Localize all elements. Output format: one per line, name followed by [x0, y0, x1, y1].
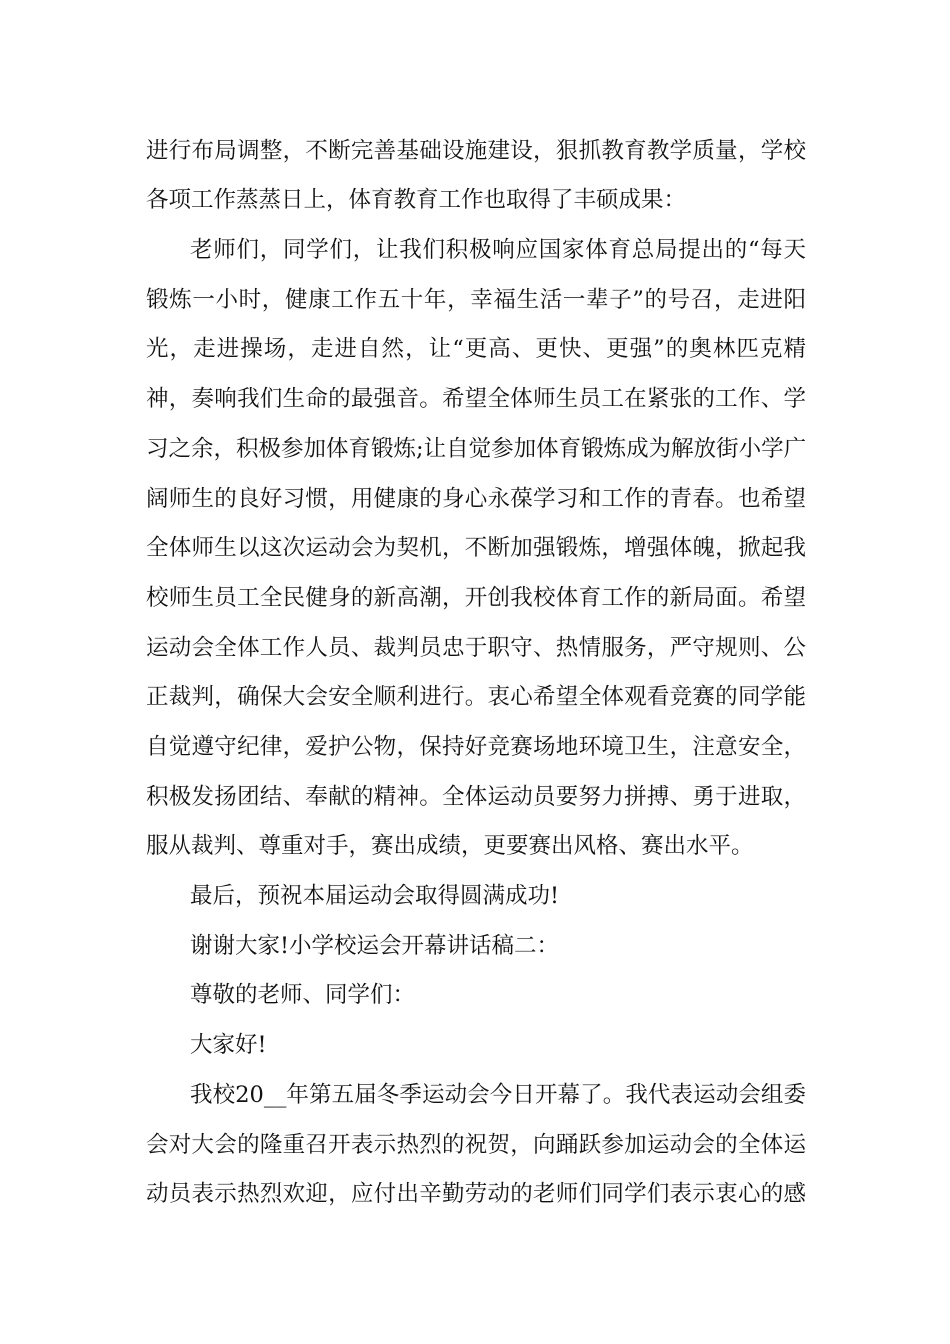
text-line: 进行布局调整，不断完善基础设施建设，狠抓教育教学质量，学校 — [146, 138, 806, 164]
text-line: 服从裁判、尊重对手，赛出成绩，更要赛出风格、赛出水平。 — [146, 833, 754, 859]
text-line: 我校20__年第五届冬季运动会今日开幕了。我代表运动会组委 — [190, 1082, 806, 1108]
text-line: 习之余，积极参加体育锻炼;让自觉参加体育锻炼成为解放街小学广 — [146, 436, 806, 462]
text-line: 运动会全体工作人员、裁判员忠于职守、热情服务，严守规则、公 — [146, 635, 806, 661]
text-line: 积极发扬团结、奉献的精神。全体运动员要努力拼搏、勇于进取， — [146, 784, 806, 810]
text-line: 神，奏响我们生命的最强音。希望全体师生员工在紧张的工作、学 — [146, 386, 806, 412]
text-line: 光，走进操场，走进自然，让“更高、更快、更强”的奥林匹克精 — [146, 336, 806, 362]
text-line: 校师生员工全民健身的新高潮，开创我校体育工作的新局面。希望 — [146, 585, 806, 611]
text-line: 阔师生的良好习惯，用健康的身心永葆学习和工作的青春。也希望 — [146, 486, 806, 512]
text-line: 锻炼一小时，健康工作五十年，幸福生活一辈子”的号召，走进阳 — [146, 287, 806, 313]
text-line: 谢谢大家!小学校运会开幕讲话稿二： — [190, 933, 560, 959]
text-line: 大家好! — [190, 1032, 267, 1058]
text-line: 尊敬的老师、同学们： — [190, 982, 416, 1008]
text-line: 最后，预祝本届运动会取得圆满成功! — [190, 883, 560, 909]
text-line: 会对大会的隆重召开表示热烈的祝贺，向踊跃参加运动会的全体运 — [146, 1132, 806, 1158]
text-line: 自觉遵守纪律，爱护公物，保持好竞赛场地环境卫生，注意安全， — [146, 734, 806, 760]
text-line: 老师们，同学们，让我们积极响应国家体育总局提出的“每天 — [190, 237, 806, 263]
text-line: 全体师生以这次运动会为契机，不断加强锻炼，增强体魄，掀起我 — [146, 535, 806, 561]
text-line: 动员表示热烈欢迎，应付出辛勤劳动的老师们同学们表示衷心的感 — [146, 1181, 806, 1207]
text-line: 各项工作蒸蒸日上，体育教育工作也取得了丰硕成果： — [146, 187, 687, 213]
text-line: 正裁判，确保大会安全顺利进行。衷心希望全体观看竞赛的同学能 — [146, 684, 806, 710]
